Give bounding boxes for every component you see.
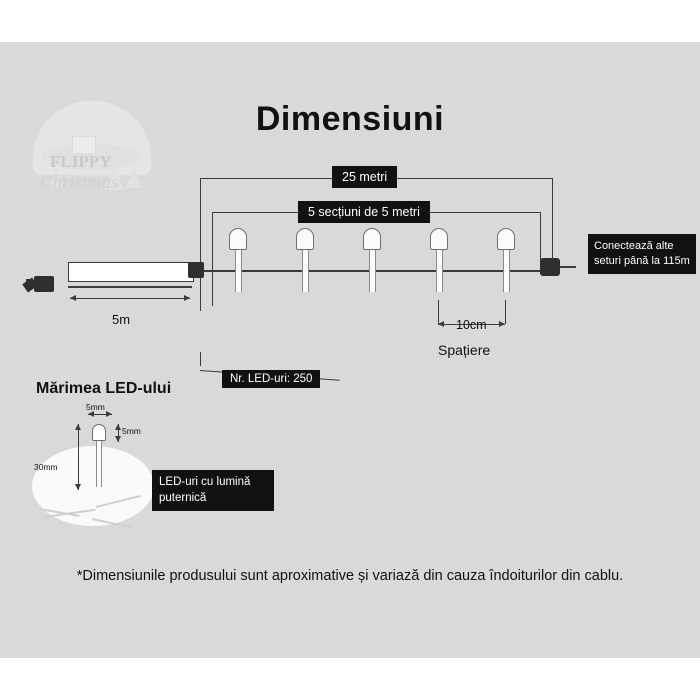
bulb-stem [369,250,376,292]
led-head-arrow [118,424,119,442]
bulb-cap [363,228,381,250]
lead-length-label: 5m [112,312,131,327]
inline-connector [188,262,204,278]
led-bulb [497,228,515,292]
led-bulb [363,228,381,292]
spacing-tick-right [505,300,506,324]
section-frame-right [540,212,541,264]
connect-more-note: Conectează alte seturi până la 115m [588,234,696,274]
outer-frame-right [552,178,553,260]
brightness-note: LED-uri cu lumină puternică [152,470,274,511]
bulb-stem [235,250,242,292]
led-head-label: 5mm [122,426,141,436]
footnote-text: *Dimensiunile produsului sunt aproximative și variază din cauza îndoiturilor din cablu. [76,568,624,584]
bulb-cap [92,424,106,441]
end-connector-wire [560,266,576,268]
section-frame-left [212,212,213,306]
bulb-stem [436,250,443,292]
lead-length-arrow [70,298,190,299]
bulb-stem [96,441,102,487]
led-count-label: Nr. LED-uri: 250 [222,370,320,388]
led-width-arrow [88,414,112,415]
bulb-stem [302,250,309,292]
bulb-cap [296,228,314,250]
page-title: Dimensiuni [255,100,445,138]
spacing-value-label: 10cm [456,318,487,332]
led-bulb [296,228,314,292]
end-connector [540,258,560,276]
watermark-brand: FLIPPY [50,152,112,171]
led-bulb [229,228,247,292]
bulb-cap [229,228,247,250]
bulb-cap [430,228,448,250]
lead-cable-box [68,262,194,282]
sections-label: 5 secțiuni de 5 metri [298,201,430,223]
connector-body [188,262,204,278]
led-height-arrow [78,424,79,490]
total-length-label: 25 metri [332,166,397,188]
lead-cable-line [68,286,192,288]
tree-icon [126,168,142,188]
led-width-label: 5mm [86,402,105,412]
led-bulb [430,228,448,292]
bottom-white-band [0,658,700,700]
bulb-stem [503,250,510,292]
bulb-cap [497,228,515,250]
watermark-subbrand: Christmas [40,172,119,193]
led-size-heading: Mărimea LED-ului [36,380,172,397]
led-height-label: 30mm [34,462,58,472]
outer-frame-left [200,178,201,311]
led-detail-bulb [92,424,106,487]
top-white-band [0,0,700,42]
spacing-caption: Spațiere [438,342,491,358]
led-count-leader-vertical [200,352,201,366]
connector-body [540,258,560,276]
